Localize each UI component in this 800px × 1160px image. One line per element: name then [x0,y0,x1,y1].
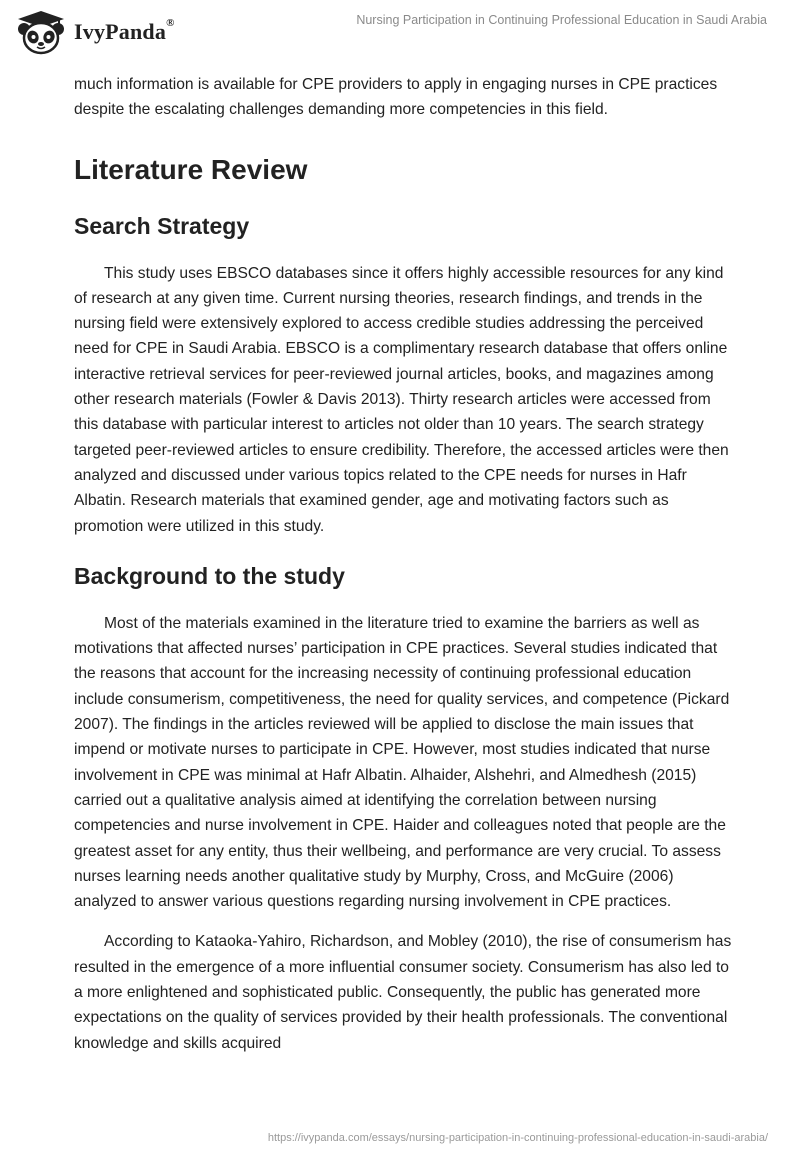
background-paragraph-1: Most of the materials examined in the literature tried to examine the barriers as well as motivations that affected nurses’ participation in CPE practices. Several studies indicated that the reasons that account for the increasing necessity of continuing professional education include consumerism, competitiveness, the need for quality services, and competence (Pickard 2007). The findings in the articles reviewed will be applied to disclose the main issues that impend or motivate nurses to participate in CPE. However, most studies indicated that nurse involvement in CPE was minimal at Hafr Albatin. Alhaider, Alshehri, and Almedhesh (2015) carried out a qualitative analysis aimed at identifying the correlation between nursing competencies and nurse involvement in CPE. Haider and colleagues noted that people are the greatest asset for any entity, thus their wellbeing, and performance are very crucial. To assess nurses learning needs another qualitative study by Murphy, Cross, and McGuire (2006) analyzed to answer various questions regarding nursing involvement in CPE practices. [74,614,730,911]
ivypanda-logo[interactable] [14,9,175,55]
search-strategy-paragraph: This study uses EBSCO databases since it offers highly accessible resources for any kind of research at any given time. Current nursing theories, research findings, and trends in the nursing field were extensively explored to access credible studies addressing the perceived need for CPE in Saudi Arabia. EBSCO is a complimentary research database that offers online interactive retrieval services for peer-reviewed journal articles, books, and magazines among other research materials (Fowler & Davis 2013). Thirty research articles were accessed from this database with particular interest to articles not older than 10 years. The search strategy targeted peer-reviewed articles to ensure credibility. Therefore, the accessed articles were then analyzed and discussed under various topics related to the CPE needs for nurses in Hafr Albatin. Research materials that examined gender, age and motivating factors such as promotion were utilized in this study. [74,264,729,535]
heading-literature-review: Literature Review [74,153,308,185]
brand-name: IvyPanda® [74,17,175,44]
article-body [74,72,734,1056]
document-title: Nursing Participation in Continuing Professional Education in Saudi Arabia [356,13,767,27]
footer-url[interactable]: https://ivypanda.com/essays/nursing-participation-in-continuing-professional-education-in-saudi-arabia/ [267,1132,768,1144]
page-header [0,0,800,64]
intro-paragraph: much information is available for CPE providers to apply in engaging nurses in CPE practices despite the escalating challenges demanding more competencies in this field. [74,76,718,119]
panda-icon [14,9,68,55]
heading-background: Background to the study [74,562,345,589]
background-paragraph-2: According to Kataoka-Yahiro, Richardson, and Mobley (2010), the rise of consumerism has resulted in the emergence of a more influential consumer society. Consumerism has also led to a more enlightened and sophisticated public. Consequently, the public has generated more expectations on the quality of services provided by their health professionals. The conventional knowledge and skills acquired [74,933,732,1052]
heading-search-strategy: Search Strategy [74,212,250,239]
